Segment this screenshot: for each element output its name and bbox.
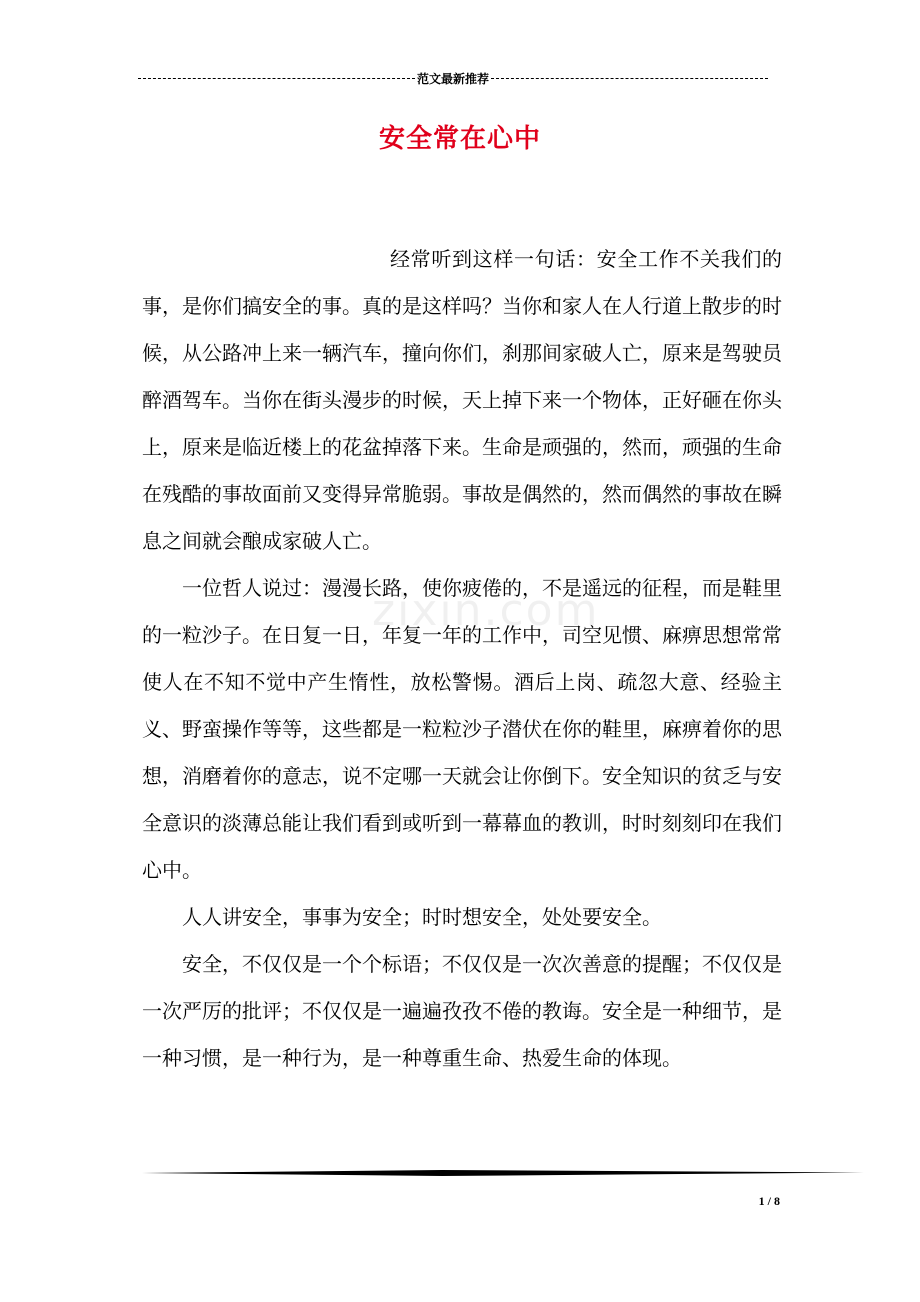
document-title: 安全常在心中 (378, 124, 541, 154)
header-dash-left (138, 78, 415, 79)
page-header (138, 68, 768, 88)
document-body (142, 236, 782, 1082)
page-number: 1 / 8 (758, 1194, 780, 1208)
paragraph-3: 人人讲安全，事事为安全；时时想安全，处处要安全。 (182, 905, 662, 929)
paragraph-2: 一位哲人说过：漫漫长路，使你疲倦的，不是遥远的征程，而是鞋里的一粒沙子。在日复一日，年复一年的工作中，司空见惯、麻痹思想常常使人在不知不觉中产生惰性，放松警惕。酒后上岗、疏忽大意、经验主义、野蛮操作等等，这些都是一粒粒沙子潜伏在你的鞋里，麻痹着你的思想，消磨着你的意志，说不定哪一天就会让你倒下。安全知识的贫乏与安全意识的淡薄总能让我们看到或听到一幕幕血的教训，时时刻刻印在我们心中。 (142, 576, 782, 882)
paragraph-4: 安全，不仅仅是一个个标语；不仅仅是一次次善意的提醒；不仅仅是一次严厉的批评；不仅仅是一遍遍孜孜不倦的教诲。安全是一种细节，是一种习惯，是一种行为，是一种尊重生命、热爱生命的体现。 (142, 952, 782, 1070)
watermark: zixin.com (372, 585, 600, 636)
paragraph-1: 经常听到这样一句话：安全工作不关我们的事，是你们搞安全的事。真的是这样吗？当你和家人在人行道上散步的时候，从公路冲上来一辆汽车，撞向你们，刹那间家破人亡，原来是驾驶员醉酒驾车。当你在街头漫步的时候，天上掉下来一个物体，正好砸在你头上，原来是临近楼上的花盆掉落下来。生命是顽强的，然而，顽强的生命在残酷的事故面前又变得异常脆弱。事故是偶然的，然而偶然的事故在瞬息之间就会酿成家破人亡。 (142, 247, 782, 553)
footer-rule (142, 1166, 864, 1180)
header-label: 范文最新推荐 (417, 71, 490, 86)
header-dash-right (491, 78, 768, 79)
